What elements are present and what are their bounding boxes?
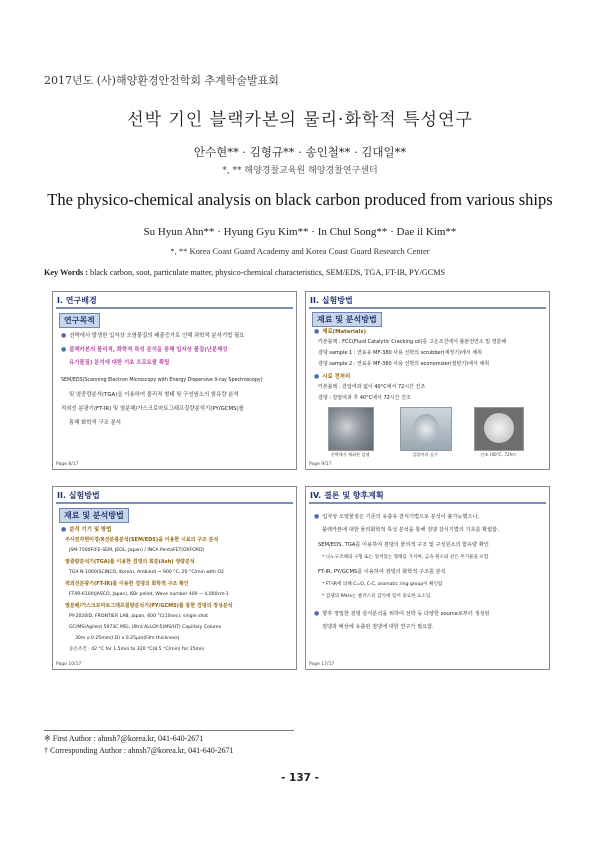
section-box-title: 연구목적 — [59, 313, 100, 328]
keywords-text: black carbon, soot, particulate matter, physico-chemical characteristics, SEM/EDS, TGA, FT-IR, PY/GCMS — [90, 268, 446, 277]
text-line: 블랙카본에 대한 물리화학적 특성 분석을 통해 검댕 감식기법의 기초를 확립함. — [322, 527, 499, 533]
text-line: TGA N-1000(SCINCO, Korea), Ambient ~ 900 °C, 20 °C/min with O2 — [69, 570, 224, 575]
text-line: 검댕 sample 2 : 연료유 MF-380 사용 선박의 economizer(절탄기)에서 채취 — [318, 361, 490, 367]
footnote-corresponding-author: † Corresponding Author : ahnsh7@korea.kr, 041-640-2671 — [44, 746, 234, 755]
slide-page-number: Page 8/17 — [56, 462, 79, 467]
text-line: 승온조건 : 42 °C for 1.5min to 320 °C(8.5 °C/min) for 25min — [69, 647, 205, 652]
text-line: 유기물질) 분석에 대한 기초 프로토콜 확립 — [69, 360, 170, 366]
text-line: 검댕 sample 1 : 연료유 MF-380 사용 선박의 scrubber(세정기)에서 채취 — [318, 350, 482, 356]
text-line: SEM/EDS, TGA를 이용하여 검댕의 물리적 구조 및 구성원소의 함유량 확인 — [318, 542, 489, 548]
text-line: 및 열중량분석(TGA)을 이용하여 물리적 형태 및 구성원소의 함유량 분석 — [69, 392, 239, 398]
affiliation-korean: *, ** 해양경찰교육원 해양경찰연구센터 — [222, 166, 378, 176]
text-line: ● 시료 전처리 — [314, 373, 350, 381]
text-line: * 검댕의 PAHs는 클러스터 감식에 있어 중요한 요소임. — [322, 594, 432, 599]
paper-title-english: The physico-chemical analysis on black carbon produced from various ships — [47, 190, 553, 209]
authors-english: Su Hyun Ahn** · Hyung Gyu Kim** · In Chul Song** · Dae il Kim** — [143, 226, 457, 238]
panel-divider — [309, 307, 546, 309]
photo-caption: 선박에서 채취한 검댕 — [330, 452, 370, 457]
slide-panel-background — [52, 291, 297, 470]
text-line: * FT-IR에 의해 C=O, C-C, aromatic ring group이 확인됨 — [322, 582, 443, 587]
text-line: ● 블랙카본의 물리적, 화학적 특성 분석을 통해 입자상 물질(난분해성 — [61, 346, 228, 354]
panel-heading: II. 실험방법 — [310, 296, 353, 305]
panel-divider — [56, 502, 293, 504]
footnote-first-author: ※ First Author : ahnsh7@korea.kr, 041-640-2671 — [44, 734, 204, 743]
paper-title-korean: 선박 기인 블랙카본의 물리·화학적 특성연구 — [127, 110, 473, 130]
text-line: PY-2020iD, FRONTIER LAB, Japan, 600 °C(10sec), single shot — [69, 614, 209, 619]
text-line: ● 분석 기기 및 방법 — [61, 526, 111, 534]
text-line: SEM/EDS(Scanning Electron Microscopy with Energy Dispersive X-ray Spectroscopy) — [61, 378, 263, 383]
text-line: 적외선 분광기(FT-IR) 및 열분해/가스크로마토그래프질량분석기(PY/GCMS)를 — [61, 406, 244, 412]
panel-divider — [56, 307, 293, 309]
slide-page-number: Page 17/17 — [309, 662, 335, 667]
soot-sample-photo — [328, 407, 374, 451]
photo-caption: 건조 (40°C, 72hr) — [480, 452, 516, 457]
slide-page-number: Page 10/17 — [56, 662, 82, 667]
filtration-photo — [400, 407, 452, 451]
keywords — [44, 268, 445, 277]
panel-heading: II. 실험방법 — [57, 491, 100, 500]
text-line: 열중량분석기(TGA)를 이용한 검댕의 회분(Ash) 정량분석 — [65, 559, 195, 565]
slide-page-number: Page 9/17 — [309, 462, 332, 467]
text-line: ● 향후 정밀한 검댕 감식분석을 위하여 선박 등 다양한 source로부터 생성된 — [314, 610, 490, 618]
text-line: * 나노구조체의 구형 또는 엉켜있는 형태를 가지며, 금속 원소와 같은 무기물을 포함 — [322, 555, 489, 560]
text-line: 검댕 : 감압여과 후 40°C에서 72시간 건조 — [318, 395, 411, 401]
slide-panel-materials — [305, 291, 550, 470]
text-line: GC/MS(Agilent 5973C MS), Ultra ALLOY-5(MS/HT) Capillary Column — [69, 625, 222, 630]
text-line: ● 입자상 오염물질은 기존의 유출유 감식기법으로 분석이 불가능했으나, — [314, 513, 479, 521]
text-line: ● 선박에서 발생한 입자상 오염물질의 배출증가로 인해 과학적 분석기법 필요 — [61, 332, 244, 340]
authors-korean: 안수현** · 김형규** · 송인철** · 김대일** — [193, 145, 407, 159]
text-line: 적외선분광기(FT-IR)를 이용한 검댕의 화학적 구조 확인 — [65, 581, 189, 587]
slide-panel-analysis — [52, 486, 297, 670]
slide-panel-conclusion — [305, 486, 550, 670]
text-line: 검댕과 해상에 유출된 검댕에 대한 연구가 필요함. — [322, 624, 434, 630]
text-line: 열분해/가스크로마토그래프질량분석기(PY/GCMS)를 통한 검댕의 정성분석 — [65, 603, 233, 609]
text-line: 카본블랙 : 감압여과 없이 40°C에서 72시간 건조 — [318, 384, 426, 390]
text-line: 카본블랙 : FCC(Fluid Catalytic Cracking oil)를 고온조건에서 불완전연소 및 열분해 — [318, 339, 507, 345]
text-line: 30m x 0.25mm(I.D) x 0.25μm(Film thickness) — [75, 636, 180, 641]
text-line: FT/IR-6100(JASCO, Japan), KBr pellet, Wave number 400 ~ 4,000cm-1 — [69, 592, 230, 597]
footnote-separator — [44, 730, 294, 731]
panel-divider — [309, 502, 546, 504]
page-number: - 137 - — [281, 772, 319, 784]
section-box-title: 재료 및 분석방법 — [59, 508, 129, 523]
photo-caption: 감압여과 실시 — [412, 452, 438, 457]
text-line: 통해 화학적 구조 분석 — [69, 420, 122, 426]
panel-heading: I. 연구배경 — [57, 296, 97, 305]
affiliation-english: *, ** Korea Coast Guard Academy and Korea Coast Guard Research Center — [170, 246, 430, 256]
keywords-label: Key Words : — [44, 268, 88, 277]
text-line: FT-IR, PY/GCMS를 이용하여 검댕의 화학적 구조를 분석 — [318, 569, 446, 575]
text-line: JSM-7500F(FE-SEM, JEOL, Japan) / INCA PentaFET(OXFORD) — [69, 548, 205, 553]
panel-heading: IV. 결론 및 향후계획 — [310, 491, 384, 500]
text-line: 주사전자현미경/X선분광분석(SEM/EDS)을 이용한 시료의 구조 분석 — [65, 537, 219, 543]
conference-header: 2017년도 (사)해양환경안전학회 추계학술발표회 — [44, 74, 279, 87]
section-box-title: 재료 및 분석방법 — [312, 312, 382, 327]
dried-sample-photo — [474, 407, 524, 451]
text-line: ● 재료(Materials) — [314, 328, 366, 336]
